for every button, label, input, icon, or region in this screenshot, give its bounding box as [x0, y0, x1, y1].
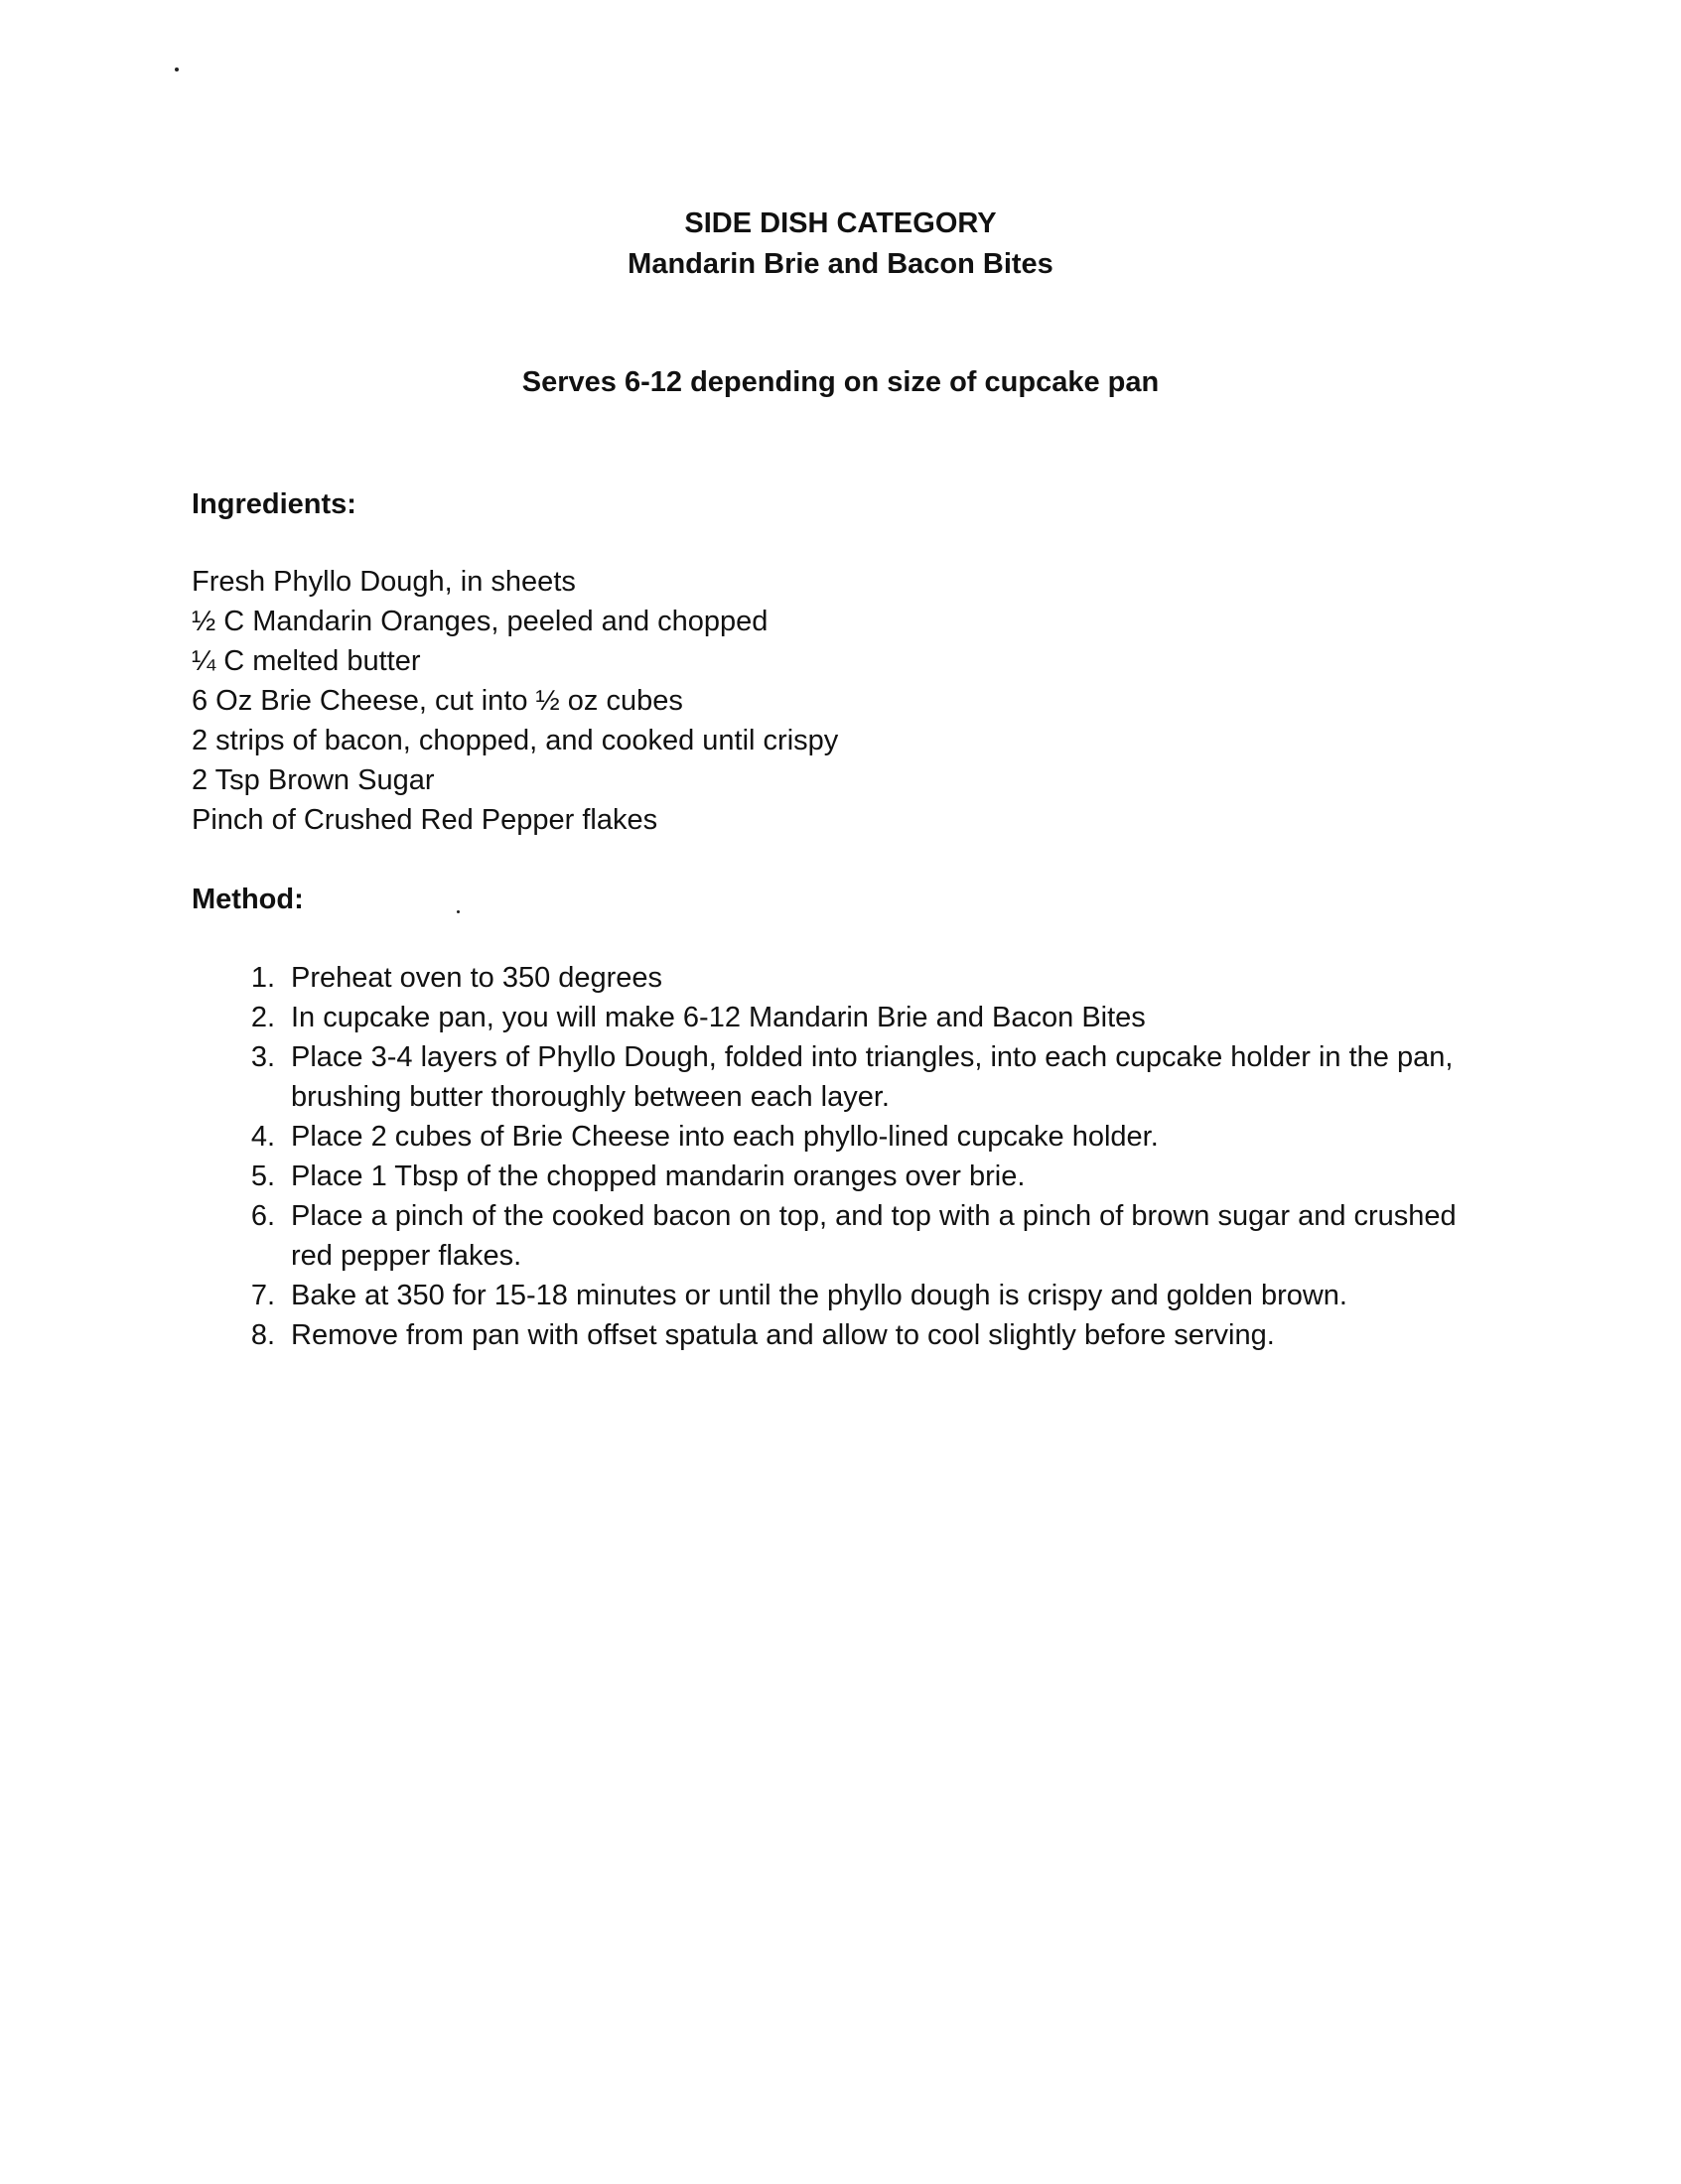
step-text: Preheat oven to 350 degrees	[291, 962, 663, 994]
method-step	[241, 998, 1482, 1037]
serves-note: Serves 6-12 depending on size of cupcake pan	[521, 366, 1160, 398]
scan-speck	[175, 68, 179, 71]
ingredient-item: ½ C Mandarin Oranges, peeled and chopped	[192, 606, 769, 637]
step-text: In cupcake pan, you will make 6-12 Mandarin Brie and Bacon Bites	[291, 1002, 1146, 1033]
step-text: Place 1 Tbsp of the chopped mandarin oranges over brie.	[291, 1160, 1026, 1192]
category-heading: SIDE DISH CATEGORY	[684, 207, 997, 239]
ingredient-item: 2 Tsp Brown Sugar	[192, 764, 435, 796]
method-step	[241, 1037, 1482, 1117]
step-number: 8.	[250, 1319, 275, 1351]
step-number: 4.	[250, 1121, 275, 1153]
step-number: 3.	[250, 1041, 275, 1073]
method-step	[241, 1196, 1482, 1276]
recipe-title: Mandarin Brie and Bacon Bites	[628, 248, 1053, 280]
step-number: 7.	[250, 1280, 275, 1311]
ingredient-item: Pinch of Crushed Red Pepper flakes	[192, 804, 658, 836]
ingredient-item: Fresh Phyllo Dough, in sheets	[192, 566, 576, 598]
step-number: 2.	[250, 1002, 275, 1033]
method-step	[241, 958, 1482, 998]
ingredient-item: 6 Oz Brie Cheese, cut into ½ oz cubes	[192, 685, 683, 717]
scan-speck	[457, 910, 460, 913]
step-text: Place 3-4 layers of Phyllo Dough, folded into triangles, into each cupcake holder in the pan, brushing butter thoroughly between each layer.	[291, 1041, 1454, 1113]
method-heading: Method:	[192, 884, 304, 915]
step-text: Place 2 cubes of Brie Cheese into each phyllo-lined cupcake holder.	[291, 1121, 1159, 1153]
ingredient-item: ¼ C melted butter	[192, 645, 421, 677]
step-text: Remove from pan with offset spatula and allow to cool slightly before serving.	[291, 1319, 1275, 1351]
method-steps	[241, 958, 1482, 1355]
method-step	[241, 1315, 1482, 1355]
method-step	[241, 1276, 1482, 1315]
step-text: Place a pinch of the cooked bacon on top, and top with a pinch of brown sugar and crushed red pepper flakes.	[291, 1200, 1457, 1272]
ingredients-heading: Ingredients:	[192, 488, 356, 520]
method-step	[241, 1117, 1482, 1157]
step-number: 1.	[250, 962, 275, 994]
ingredient-item: 2 strips of bacon, chopped, and cooked until crispy	[192, 725, 839, 756]
ingredients-list	[192, 562, 838, 840]
step-text: Bake at 350 for 15-18 minutes or until the phyllo dough is crispy and golden brown.	[291, 1280, 1347, 1311]
step-number: 6.	[250, 1200, 275, 1232]
step-number: 5.	[250, 1160, 275, 1192]
method-step	[241, 1157, 1482, 1196]
